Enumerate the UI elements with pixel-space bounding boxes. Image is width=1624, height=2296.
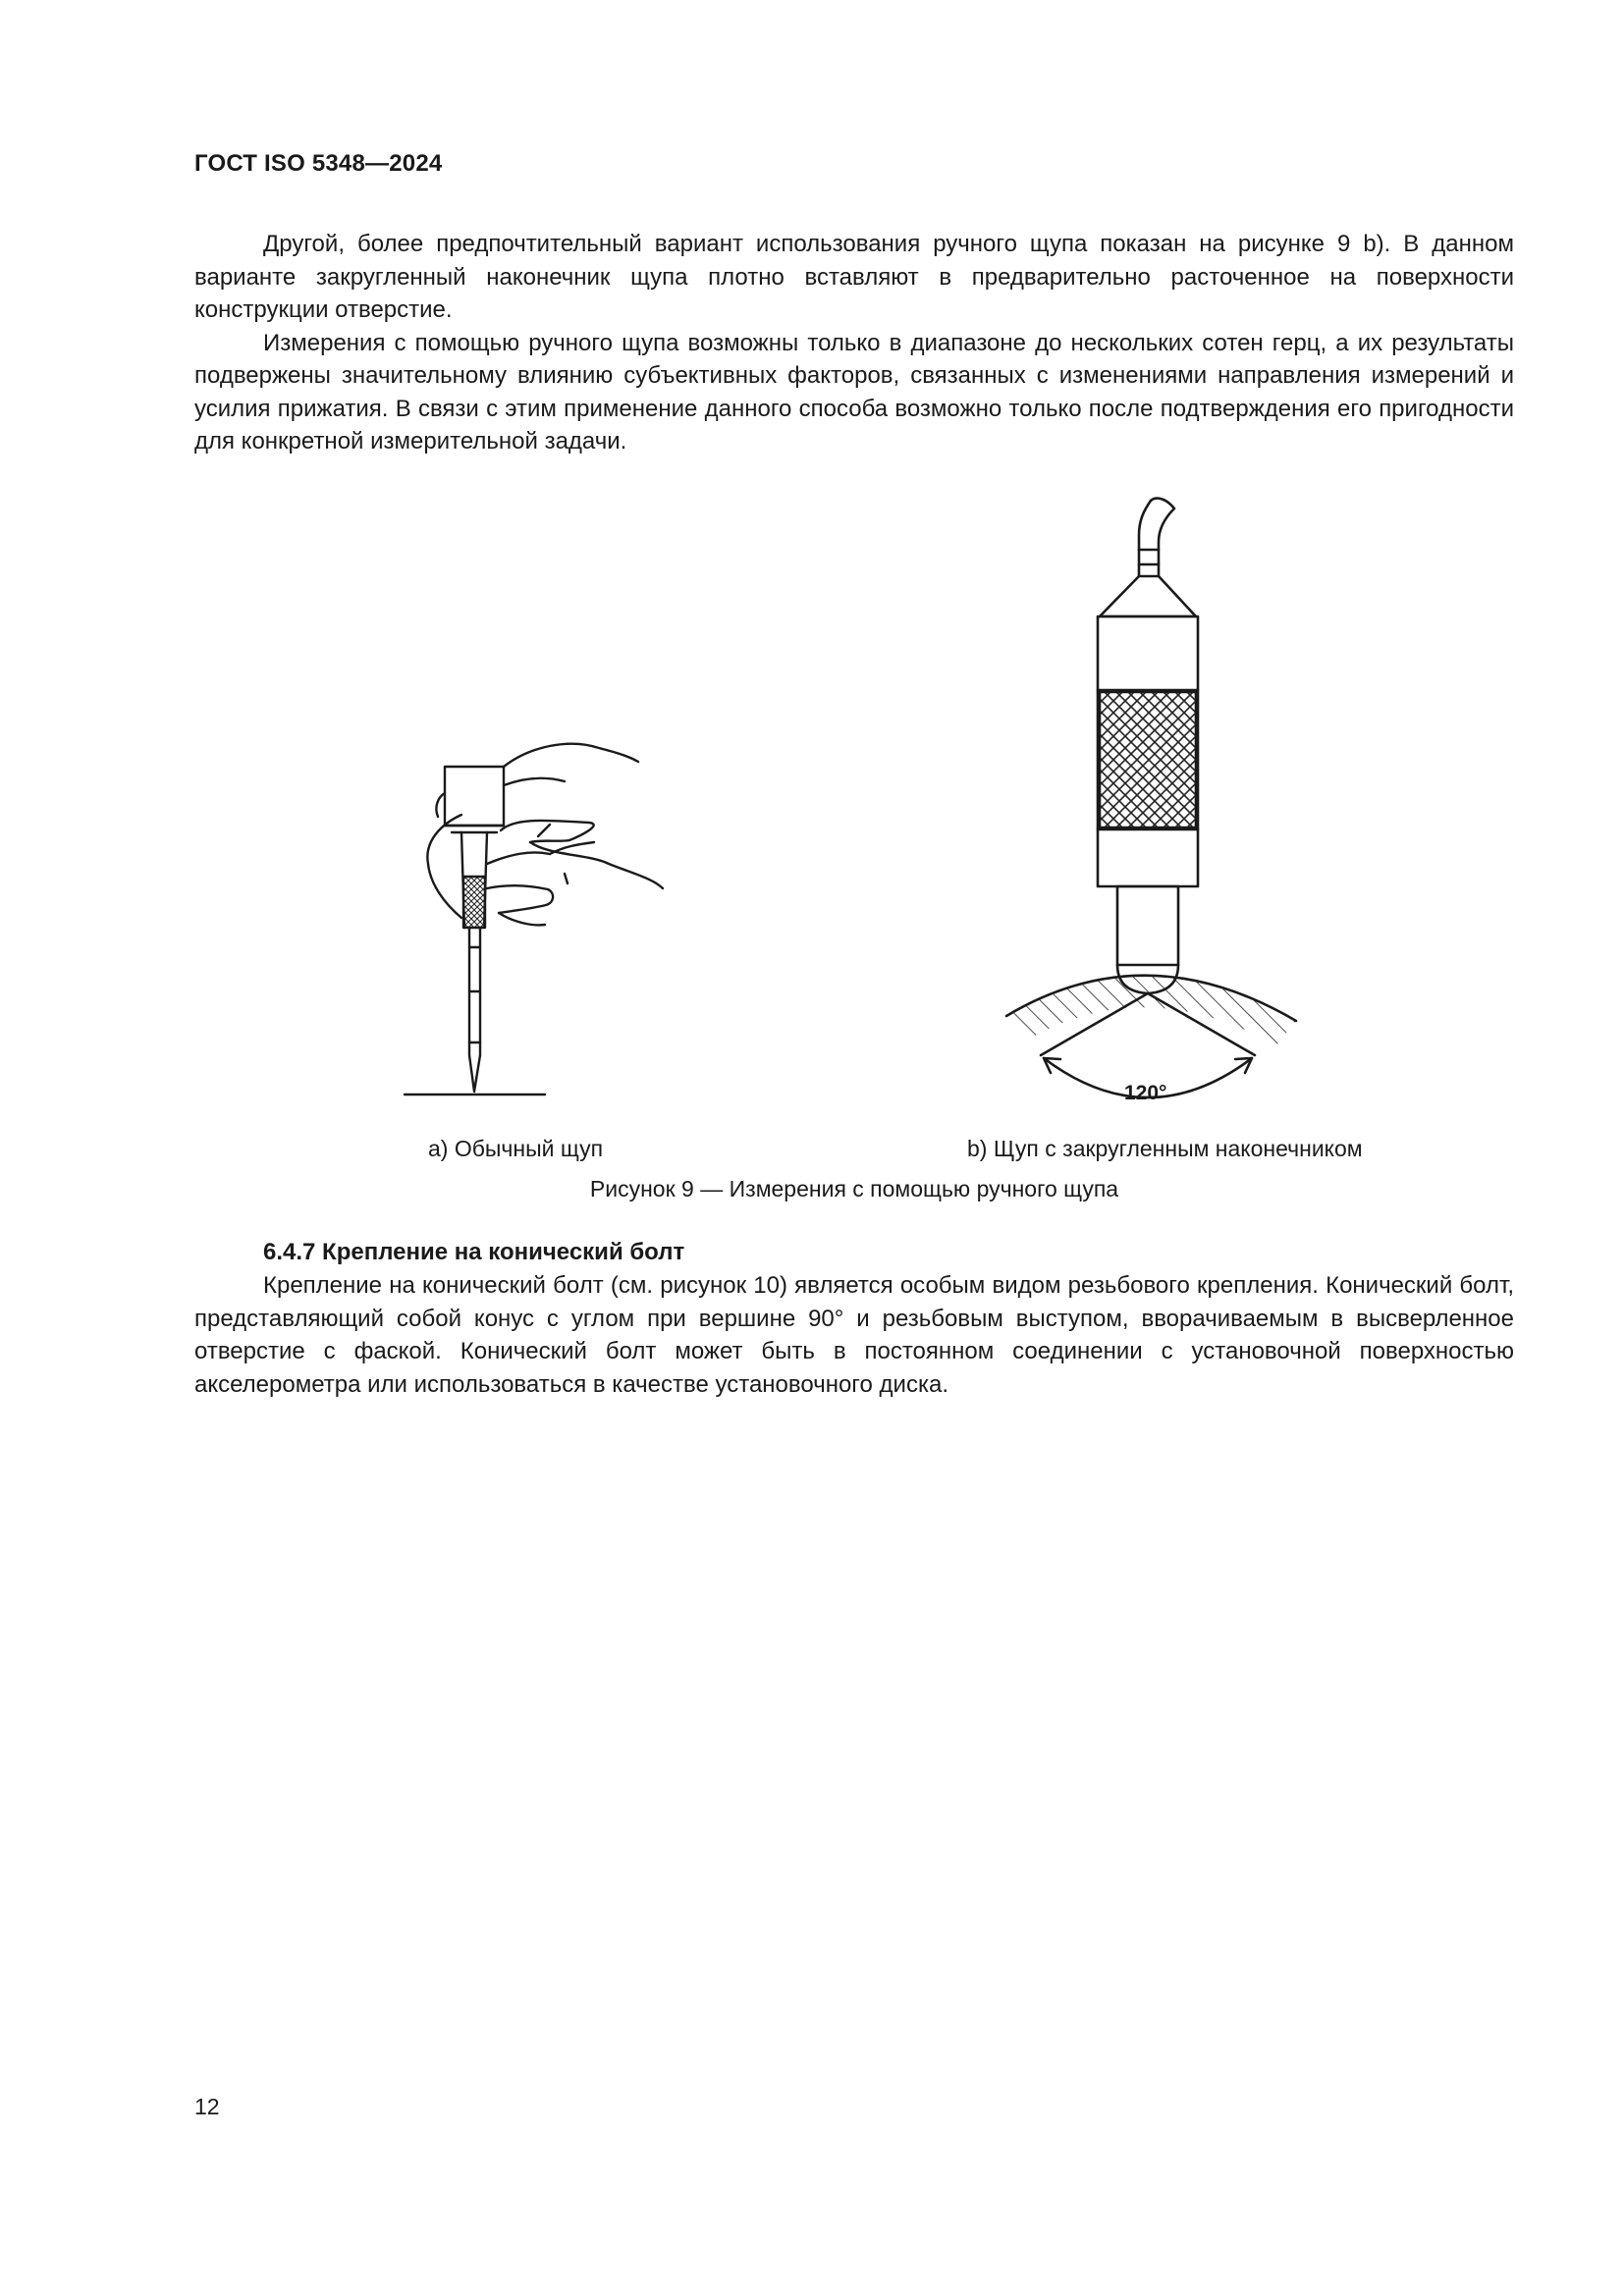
caption-b: b) Щуп с закругленным наконечником [967,1136,1363,1161]
caption-a: a) Обычный щуп [428,1136,604,1161]
section-text [194,1269,1514,1401]
section-paragraph: Крепление на конический болт (см. рисунок 10) является особым видом резьбового крепления. Конический болт, представляющий собой конус с углом при вершине 90° и резьбовым выступом, вворачиваемым в высверленное отверстие с фаской. Конический болт может быть в постоянном соединении с установочной поверхностью акселерометра или использоваться в качестве установочного диска. [194,1272,1514,1398]
section-heading: 6.4.7 Крепление на конический болт [263,1239,685,1265]
probe-a-drawing [405,744,663,1095]
angle-label: 120° [1124,1082,1167,1104]
paragraph-1: Другой, более предпочтительный вариант использования ручного щупа показан на рисунке 9 b). В данном варианте закругленный наконечник щупа плотно вставляют в предварительно расточенное на поверхности конструкции отверстие. [194,231,1514,323]
figure-title: Рисунок 9 — Измерения с помощью ручного щупа [589,1176,1119,1201]
paragraph-2: Измерения с помощью ручного щупа возможны только в диапазоне до нескольких сотен герц, а их результаты подвержены значительному влиянию субъективных факторов, связанных с изменениями направления измерений и усилия прижатия. В связи с этим применение данного способа возможно только после подтверждения его пригодности для конкретной измерительной задачи. [194,329,1514,454]
probe-b-drawing [1006,499,1296,1097]
document-header: ГОСТ ISO 5348—2024 [194,150,443,177]
page-number: 12 [194,2094,220,2119]
